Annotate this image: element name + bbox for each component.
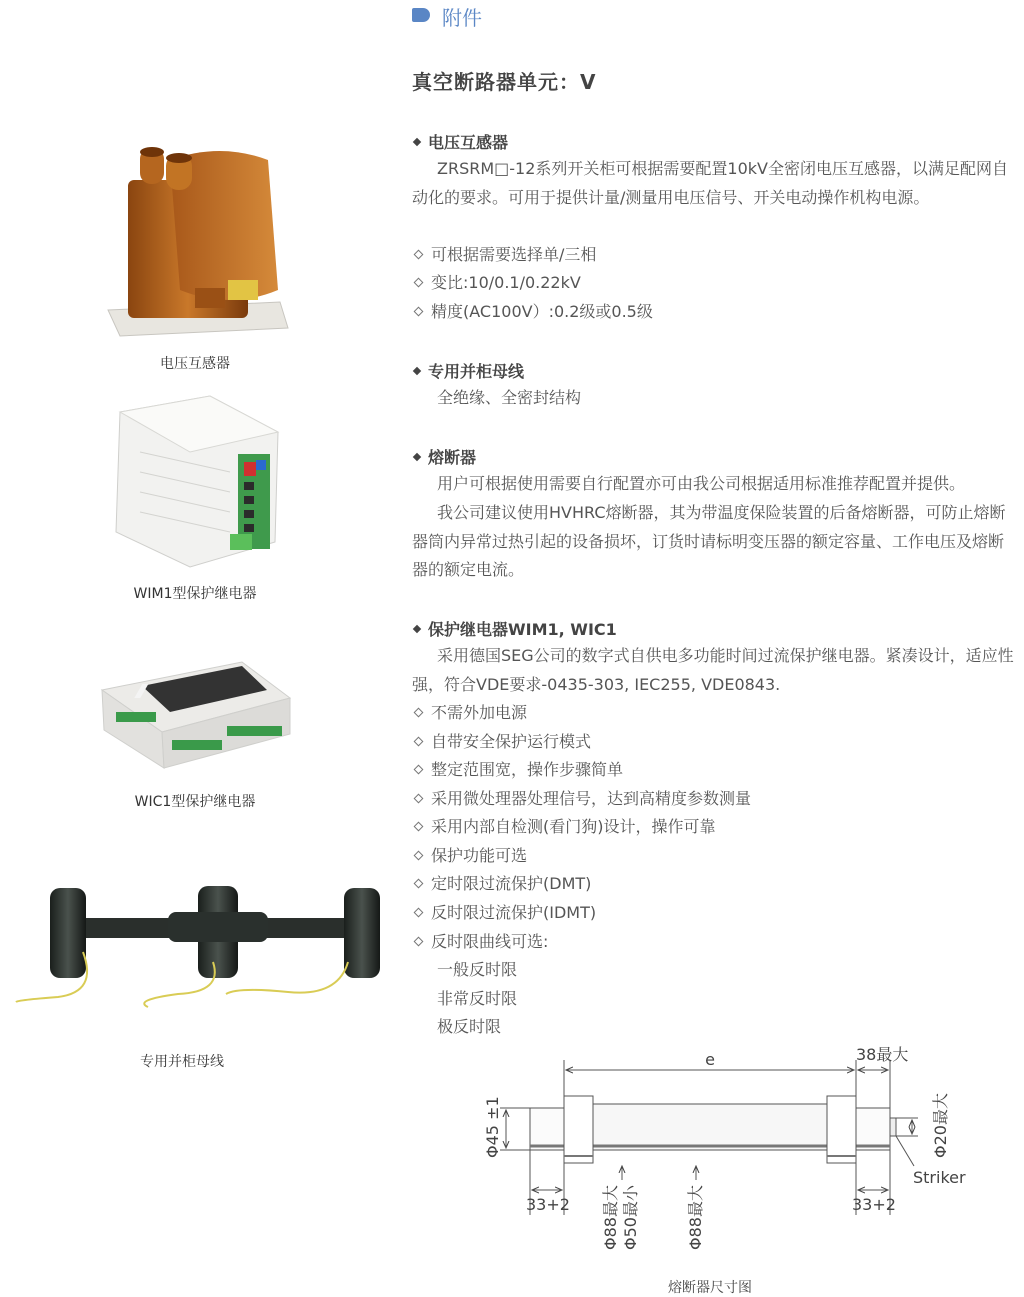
busbar-caption: 专用并柜母线: [140, 1054, 224, 1070]
hollow-diamond-icon: [414, 793, 424, 803]
dim-left33-label: 33+2: [526, 1195, 570, 1214]
heading-busbar: 专用并柜母线: [412, 359, 524, 382]
diamond-bullet-icon: [413, 367, 421, 375]
hollow-diamond-icon: [414, 878, 424, 888]
hollow-diamond-icon: [414, 249, 424, 259]
list-item: 反时限曲线可选:: [412, 928, 548, 957]
dim-d88b-label: Φ88最大: [686, 1185, 705, 1250]
hollow-diamond-icon: [414, 936, 424, 946]
fuse-dimension-diagram: [470, 1040, 966, 1260]
hollow-diamond-icon: [414, 907, 424, 917]
list-item: 可根据需要选择单/三相: [412, 241, 596, 270]
relay-paragraph: 采用德国SEG公司的数字式自供电多功能时间过流保护继电器。紧凑设计，适应性强，符合VDE要求-0435-303, IEC255, VDE0843.: [412, 646, 1014, 694]
sub-item: 一般反时限: [437, 960, 518, 979]
section-marker-icon: [412, 8, 430, 22]
wim1-relay-caption: WIM1型保护继电器: [133, 586, 257, 602]
diamond-bullet-icon: [413, 625, 421, 633]
hollow-diamond-icon: [414, 821, 424, 831]
hollow-diamond-icon: [414, 736, 424, 746]
fuse-diagram-caption: 熔断器尺寸图: [668, 1280, 752, 1296]
wic1-relay-image: [92, 650, 297, 780]
list-item: 变比:10/0.1/0.22kV: [412, 269, 581, 298]
list-item: 反时限过流保护(IDMT): [412, 899, 596, 928]
busbar-text: 全绝缘、全密封结构: [437, 388, 582, 407]
heading-fuse: 熔断器: [412, 445, 476, 468]
heading-voltage-transformer: 电压互感器: [412, 130, 508, 153]
hollow-diamond-icon: [414, 306, 424, 316]
hollow-diamond-icon: [414, 764, 424, 774]
dim-d45-label: Φ45 ±1: [483, 1096, 502, 1158]
dim-d88a-label: Φ88最大: [601, 1185, 620, 1250]
dim-right33-label: 33+2: [852, 1195, 896, 1214]
dim-e-label: e: [705, 1050, 715, 1069]
list-item: 采用内部自检测(看门狗)设计，操作可靠: [412, 813, 716, 842]
hollow-diamond-icon: [414, 277, 424, 287]
fuse-paragraph-1: 用户可根据使用需要自行配置亦可由我公司根据适用标准推荐配置并提供。: [437, 474, 966, 493]
wim1-relay-image: [110, 392, 285, 572]
diamond-bullet-icon: [413, 453, 421, 461]
diamond-bullet-icon: [413, 138, 421, 146]
dim-38max-label: 38最大: [856, 1045, 909, 1064]
dim-d20-label: Φ20最大: [931, 1093, 950, 1158]
striker-label: Striker: [913, 1168, 966, 1187]
list-item: 自带安全保护运行模式: [412, 728, 591, 757]
heading-relay: 保护继电器WIM1, WIC1: [412, 617, 617, 640]
list-item: 采用微处理器处理信号，达到高精度参数测量: [412, 785, 751, 814]
section-header: 附件: [442, 6, 482, 30]
sub-item: 非常反时限: [437, 989, 518, 1008]
wic1-relay-caption: WIC1型保护继电器: [134, 794, 256, 810]
dim-d50-label: Φ50最小: [621, 1185, 640, 1250]
list-item: 整定范围宽，操作步骤简单: [412, 756, 623, 785]
sub-item: 极反时限: [437, 1017, 502, 1036]
page-title: 真空断路器单元：V: [412, 70, 597, 94]
vt-paragraph: ZRSRM□-12系列开关柜可根据需要配置10kV全密闭电压互感器，以满足配网自动化的要求。可用于提供计量/测量用电压信号、开关电动操作机构电源。: [412, 159, 1008, 207]
list-item: 保护功能可选: [412, 842, 527, 871]
list-item: 不需外加电源: [412, 699, 527, 728]
voltage-transformer-caption: 电压互感器: [160, 356, 230, 372]
list-item: 精度(AC100V）:0.2级或0.5级: [412, 298, 653, 327]
fuse-paragraph-2: 我公司建议使用HVHRC熔断器，其为带温度保险装置的后备熔断器，可防止熔断器筒内异常过热引起的设备损坏，订货时请标明变压器的额定容量、工作电压及熔断器的额定电流。: [412, 503, 1006, 580]
busbar-image: [8, 882, 388, 1012]
hollow-diamond-icon: [414, 707, 424, 717]
list-item: 定时限过流保护(DMT): [412, 870, 591, 899]
hollow-diamond-icon: [414, 850, 424, 860]
voltage-transformer-image: [100, 140, 295, 345]
